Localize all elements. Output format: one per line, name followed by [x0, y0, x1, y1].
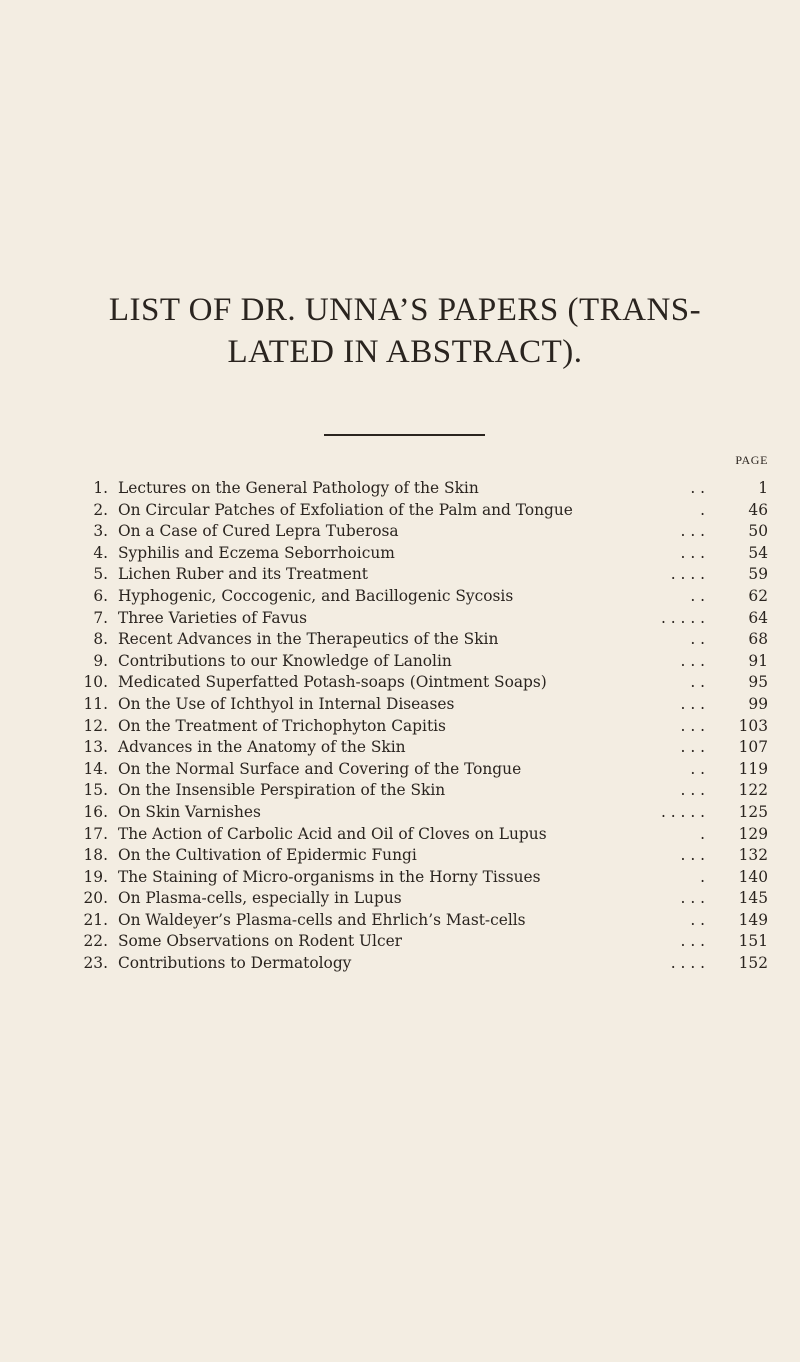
- entry-title: On the Cultivation of Epidermic Fungi: [118, 846, 417, 865]
- list-item: [78, 672, 768, 694]
- entry-leader-dots: . . . .: [670, 565, 705, 584]
- entry-title: Contributions to our Knowledge of Lanolin: [118, 651, 452, 670]
- entry-page-number: 46: [748, 500, 768, 519]
- entry-number: 1.: [93, 479, 108, 497]
- entry-number: 4.: [93, 543, 108, 562]
- entry-page-number: 107: [738, 738, 768, 757]
- entry-number: 20.: [83, 889, 108, 908]
- entry-page-number: 119: [738, 759, 768, 778]
- list-item: [78, 910, 768, 932]
- list-item: [78, 845, 768, 867]
- entry-number: 8.: [93, 630, 108, 649]
- entry-number: 14.: [83, 759, 108, 778]
- list-item: [78, 867, 768, 889]
- list-item: [78, 953, 768, 975]
- entry-page-number: 50: [748, 522, 768, 541]
- list-item: [78, 629, 768, 651]
- entry-leader-dots: .: [700, 824, 705, 843]
- entry-title: Syphilis and Eczema Seborrhoicum: [118, 543, 395, 562]
- entry-leader-dots: . .: [690, 759, 705, 778]
- list-item: [78, 608, 768, 630]
- page-column-header: PAGE: [735, 453, 768, 467]
- entry-number: 19.: [83, 867, 108, 886]
- entry-leader-dots: . .: [690, 673, 705, 692]
- list-item: [78, 500, 768, 522]
- entry-number: 12.: [83, 716, 108, 735]
- entry-number: 7.: [93, 608, 108, 627]
- entry-page-number: 1: [758, 479, 768, 497]
- entry-leader-dots: . . .: [680, 716, 705, 735]
- entry-title: Hyphogenic, Coccogenic, and Bacillogenic Sycosis: [118, 586, 514, 605]
- entry-page-number: 64: [748, 608, 768, 627]
- list-item: [78, 478, 768, 500]
- entry-title: Medicated Superfatted Potash-soaps (Ointment Soaps): [118, 673, 547, 692]
- entry-leader-dots: . . .: [680, 738, 705, 757]
- entry-title: The Action of Carbolic Acid and Oil of Cloves on Lupus: [118, 824, 547, 843]
- list-item: [78, 694, 768, 716]
- list-item: [78, 564, 768, 586]
- entry-number: 21.: [83, 910, 108, 929]
- entry-title: On Skin Varnishes: [118, 802, 261, 821]
- entry-title: On the Insensible Perspiration of the Skin: [118, 781, 446, 800]
- entry-page-number: 62: [748, 586, 768, 605]
- list-item: [78, 824, 768, 846]
- entry-number: 3.: [93, 522, 108, 541]
- entry-title: The Staining of Micro-organisms in the Horny Tissues: [118, 867, 541, 886]
- list-item: [78, 888, 768, 910]
- entry-leader-dots: . . .: [680, 889, 705, 908]
- entry-title: Advances in the Anatomy of the Skin: [118, 738, 406, 757]
- entry-page-number: 122: [738, 781, 768, 800]
- list-item: [78, 759, 768, 781]
- entry-title: On the Use of Ichthyol in Internal Diseases: [118, 694, 455, 713]
- entry-page-number: 103: [738, 716, 768, 735]
- list-item: [78, 802, 768, 824]
- entry-page-number: 149: [738, 910, 768, 929]
- entry-number: 9.: [93, 651, 108, 670]
- entry-title: On the Normal Surface and Covering of the Tongue: [118, 759, 522, 778]
- entry-page-number: 151: [738, 932, 768, 951]
- entry-number: 15.: [83, 781, 108, 800]
- entry-number: 2.: [93, 500, 108, 519]
- entry-page-number: 145: [738, 889, 768, 908]
- title-line-2: LATED IN ABSTRACT).: [227, 334, 583, 370]
- list-item: [78, 780, 768, 802]
- entry-number: 6.: [93, 586, 108, 605]
- list-item: [78, 931, 768, 953]
- entry-leader-dots: . . . . .: [660, 802, 705, 821]
- entry-number: 5.: [93, 565, 108, 584]
- entry-title: Contributions to Dermatology: [118, 954, 352, 973]
- entry-leader-dots: . .: [690, 586, 705, 605]
- list-item: [78, 543, 768, 565]
- entry-page-number: 140: [738, 867, 768, 886]
- entry-leader-dots: . .: [690, 910, 705, 929]
- entry-page-number: 95: [748, 673, 768, 692]
- entry-page-number: 132: [738, 846, 768, 865]
- entry-page-number: 129: [738, 824, 768, 843]
- entry-title: On Waldeyer’s Plasma-cells and Ehrlich’s Mast-cells: [118, 910, 526, 929]
- entry-leader-dots: . . .: [680, 543, 705, 562]
- entry-title: Recent Advances in the Therapeutics of the Skin: [118, 630, 499, 649]
- entry-page-number: 59: [748, 565, 768, 584]
- entry-leader-dots: . .: [690, 630, 705, 649]
- page-title: [60, 289, 750, 373]
- list-item: [78, 651, 768, 673]
- entry-number: 17.: [83, 824, 108, 843]
- entry-page-number: 68: [748, 630, 768, 649]
- entry-leader-dots: . . .: [680, 522, 705, 541]
- entry-leader-dots: . . .: [680, 846, 705, 865]
- entry-title: On Circular Patches of Exfoliation of the Palm and Tongue: [118, 500, 573, 519]
- contents-list: [78, 478, 768, 975]
- entry-leader-dots: . . .: [680, 932, 705, 951]
- entry-leader-dots: .: [700, 500, 705, 519]
- title-line-1: LIST OF DR. UNNA’S PAPERS (TRANS-: [108, 292, 702, 328]
- entry-title: Lichen Ruber and its Treatment: [118, 565, 368, 584]
- entry-number: 16.: [83, 802, 108, 821]
- entry-leader-dots: . . .: [680, 651, 705, 670]
- entry-leader-dots: .: [700, 867, 705, 886]
- entry-leader-dots: . . . .: [670, 954, 705, 973]
- entry-title: On a Case of Cured Lepra Tuberosa: [118, 522, 399, 541]
- entry-number: 22.: [83, 932, 108, 951]
- entry-page-number: 54: [748, 543, 768, 562]
- list-item: [78, 586, 768, 608]
- list-item: [78, 716, 768, 738]
- entry-page-number: 99: [748, 694, 768, 713]
- list-item: [78, 521, 768, 543]
- entry-number: 11.: [83, 694, 108, 713]
- entry-title: Lectures on the General Pathology of the Skin: [118, 479, 479, 497]
- entry-number: 10.: [83, 673, 108, 692]
- entry-title: Three Varieties of Favus: [118, 608, 308, 627]
- entry-number: 18.: [83, 846, 108, 865]
- entry-title: On Plasma-cells, especially in Lupus: [118, 889, 402, 908]
- entry-title: On the Treatment of Trichophyton Capitis: [118, 716, 446, 735]
- entry-leader-dots: . .: [690, 479, 705, 497]
- entry-number: 13.: [83, 738, 108, 757]
- title-rule: [324, 434, 485, 436]
- entry-page-number: 125: [738, 802, 768, 821]
- list-item: [78, 737, 768, 759]
- entry-number: 23.: [83, 954, 108, 973]
- entry-leader-dots: . . .: [680, 694, 705, 713]
- entry-title: Some Observations on Rodent Ulcer: [118, 932, 403, 951]
- entry-page-number: 91: [748, 651, 768, 670]
- entry-leader-dots: . . . . .: [660, 608, 705, 627]
- entry-page-number: 152: [738, 954, 768, 973]
- entry-leader-dots: . . .: [680, 781, 705, 800]
